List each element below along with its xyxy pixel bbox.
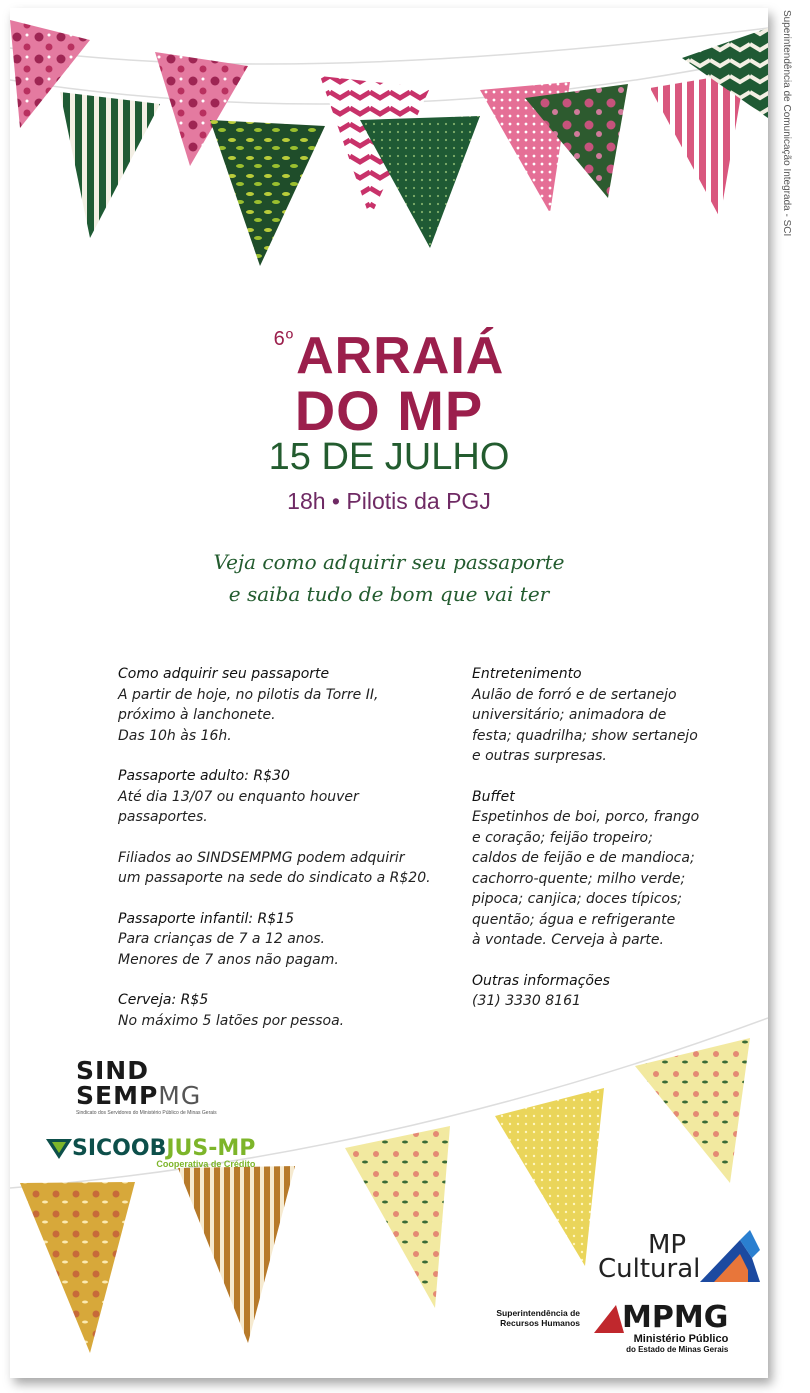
info-block [472,971,732,1012]
info-block [472,664,732,767]
flag [20,1182,135,1353]
info-line: Até dia 13/07 ou enquanto houver passaportes. [118,788,359,825]
info-line: Espetinhos de boi, porco, frango [472,809,700,825]
event-title-text1: ARRAIÁ [296,327,505,385]
info-heading: Buffet [472,788,515,805]
srh-credit [480,1308,580,1328]
flag [650,72,745,218]
info-line: A partir de hoje, no pilotis da Torre II, [118,686,379,703]
srh-line2: Recursos Humanos [500,1318,580,1328]
info-line: Para crianças de 7 a 12 anos. [118,931,325,947]
srh-line1: Superintendência de [496,1308,580,1318]
info-line: pipoca; canjica; doces típicos; [472,891,682,907]
info-block [118,848,448,889]
mp-cultural-logo [598,1230,701,1284]
info-block [118,990,448,1031]
mpmg-sub2: do Estado de Minas Gerais [626,1345,729,1354]
info-line: e outras surpresas. [472,748,607,764]
info-heading: Cerveja: R$5 [118,992,209,1008]
mpmg-sub1: Ministério Público [633,1333,729,1345]
info-line: à vontade. Cerveja à parte. [472,932,664,948]
info-line: festa; quadrilha; show sertanejo [472,727,698,744]
sicoob-b: JUS-MP [166,1136,256,1161]
info-heading: Passaporte adulto: R$30 [118,768,290,784]
tagline-line2: e saiba tudo de bom que vai ter [228,582,550,606]
info-line: caldos de feijão e de mandioca; [472,850,695,866]
flag [635,1038,750,1183]
event-title-line1 [10,326,768,386]
info-line: próximo à lanchonete. [118,707,276,723]
event-time-place: 18h • Pilotis da PGJ [287,488,491,514]
mp-cultural-icon [700,1230,760,1282]
mpc-mp: MP [648,1230,687,1260]
info-line: um passaporte na sede do sindicato a R$20. [118,870,431,886]
info-block [118,909,448,971]
sindsempmg-logo [76,1058,217,1116]
flag [210,120,325,266]
flag [345,1126,450,1308]
tagline-line1: Veja como adquirir seu passaporte [213,550,565,574]
sidebar-credit-text: Superintendência de Comunicação Integrada - SCI [781,10,792,237]
sind-subtitle: Sindicato dos Servidores do Ministério Público de Minas Gerais [76,1110,217,1116]
info-heading: Outras informações [472,972,610,989]
mpmg-name: MPMG [622,1300,729,1335]
mpc-cultural: Cultural [598,1254,701,1284]
info-line: universitário; animadora de [472,707,667,723]
info-heading: Como adquirir seu passaporte [118,666,330,682]
flag [60,92,160,238]
sind-line1: SIND [76,1056,149,1085]
info-block [118,664,448,746]
sicoob-logo [46,1136,255,1169]
mpmg-icon [594,1305,624,1333]
info-heading: Entretenimento [472,666,582,682]
sind-mg: MG [158,1081,202,1110]
mpmg-logo [594,1300,729,1355]
info-right-column [472,664,732,1032]
info-line: No máximo 5 latões por pessoa. [118,1012,345,1029]
sind-semp: SEMP [76,1081,159,1110]
info-line: Filiados ao SINDSEMPMG podem adquirir [118,849,405,866]
flag [178,1166,295,1343]
event-date: 15 DE JULHO [268,436,510,478]
info-heading: Passaporte infantil: R$15 [118,910,294,927]
event-title-line2: DO MP [294,379,484,442]
event-ordinal: 6º [273,328,295,350]
info-line: quentão; água e refrigerante [472,911,676,928]
info-line: e coração; feijão tropeiro; [472,829,653,846]
flag [495,1088,604,1266]
info-line: cachorro-quente; milho verde; [472,870,686,887]
info-line: Das 10h às 16h. [118,727,232,744]
info-line: (31) 3330 8161 [472,993,581,1009]
sicoob-name [46,1136,255,1161]
poster [10,8,768,1378]
sind-line2 [76,1083,217,1108]
sicoob-subtitle: Cooperativa de Crédito [156,1159,256,1169]
sicoob-a: SICOOB [72,1136,167,1161]
info-block [472,787,732,951]
info-left-column [118,664,448,1051]
info-block [118,766,448,828]
info-line: Aulão de forró e de sertanejo [472,686,677,703]
info-line: Menores de 7 anos não pagam. [118,951,339,968]
sidebar-credit [778,10,798,310]
sicoob-icon [46,1137,72,1159]
